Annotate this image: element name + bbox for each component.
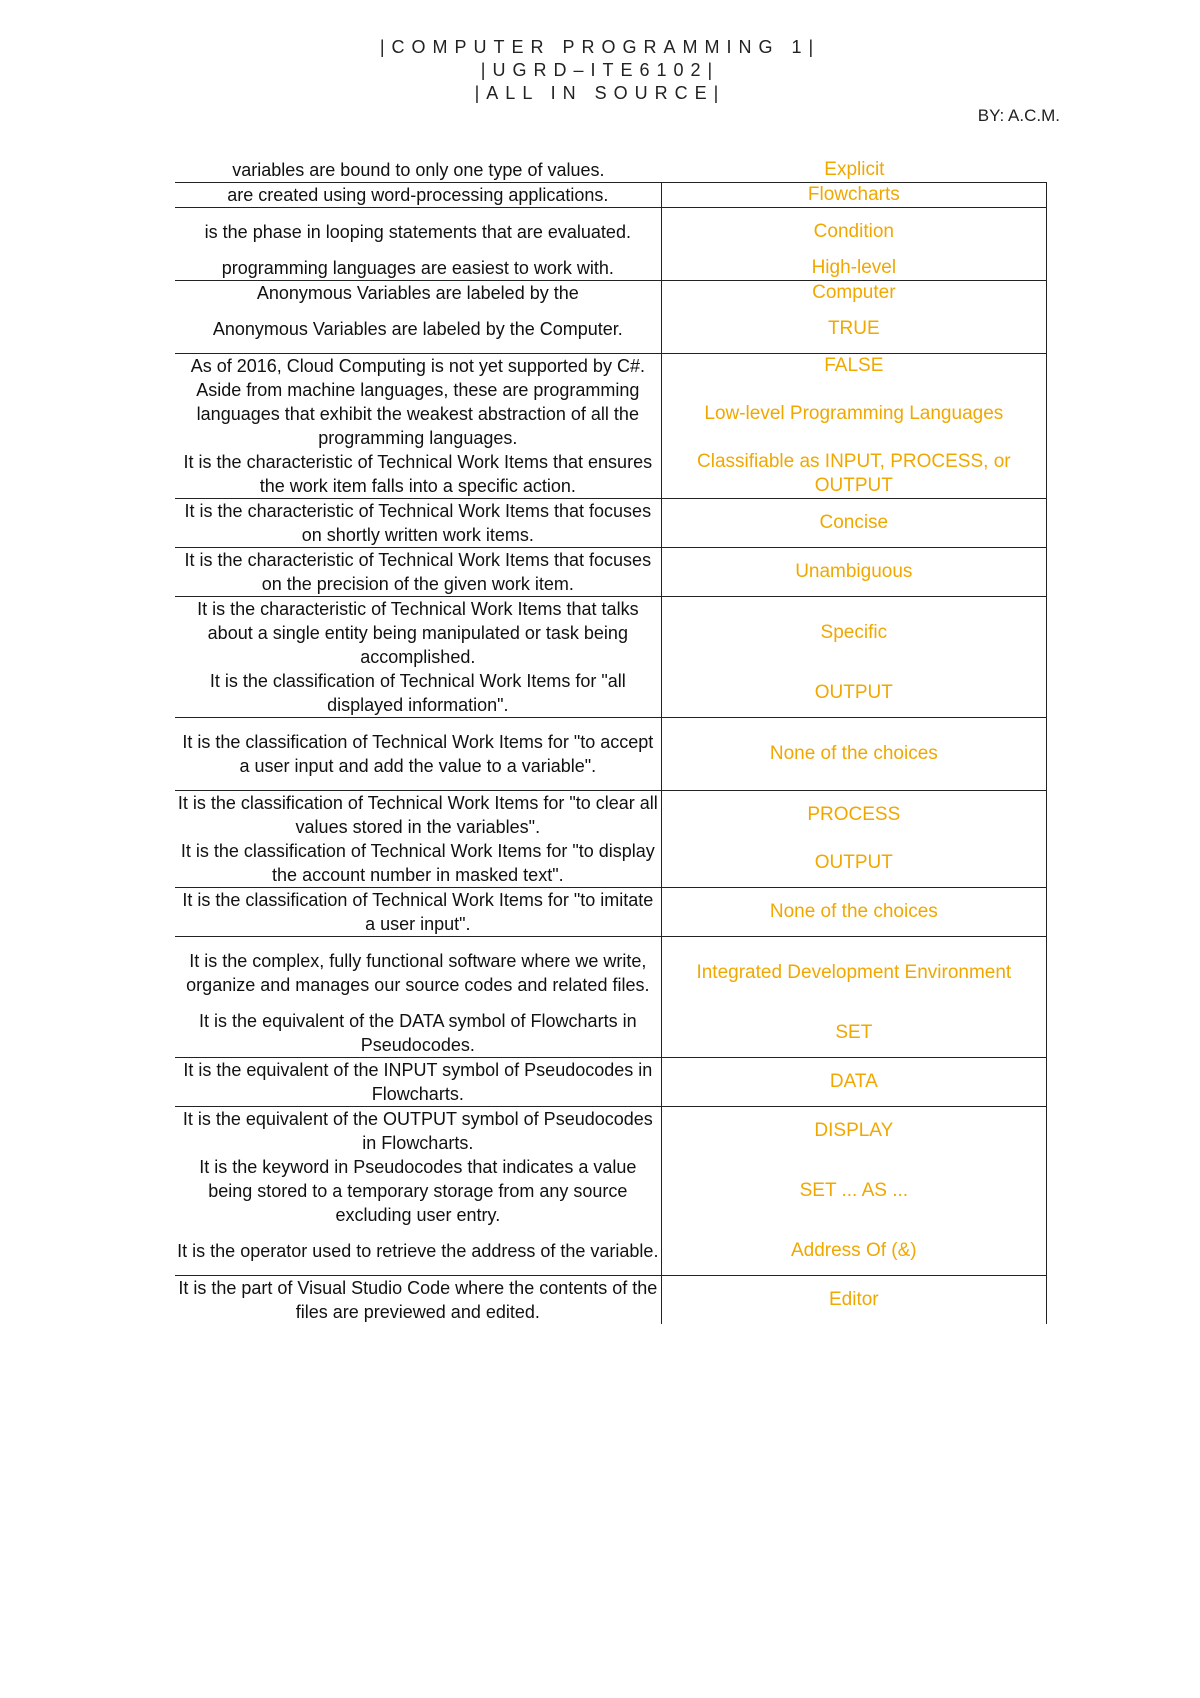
- qa-row: [175, 305, 1047, 353]
- answer-text: Explicit: [824, 159, 885, 180]
- qa-row: [175, 378, 1047, 450]
- question-text: It is the classification of Technical Work Items for "to clear all values stored in the variables".: [177, 793, 658, 837]
- answer-text: Address Of (&): [661, 1227, 1047, 1275]
- question-text: It is the equivalent of the INPUT symbol of Pseudocodes in Flowcharts.: [183, 1060, 653, 1104]
- qa-row: [175, 182, 1047, 207]
- qa-row: [175, 353, 1047, 378]
- question-text: Anonymous Variables are labeled by the Computer.: [212, 319, 623, 339]
- answer-text: FALSE: [661, 354, 1047, 378]
- qa-row: [175, 717, 1047, 790]
- answer-text: DISPLAY: [661, 1107, 1047, 1155]
- question-text: variables are bound to only one type of values.: [232, 160, 605, 180]
- course-title: |COMPUTER PROGRAMMING 1|: [379, 37, 821, 57]
- answer-text: None of the choices: [661, 888, 1047, 936]
- question-text: It is the operator used to retrieve the address of the variable.: [177, 1241, 659, 1261]
- question-text: It is the equivalent of the OUTPUT symbol of Pseudocodes in Flowcharts.: [182, 1109, 653, 1153]
- answer-text: Low-level Programming Languages: [661, 378, 1047, 450]
- question-text: It is the complex, fully functional software where we write, organize and manages our source codes and related files.: [186, 951, 650, 995]
- qa-table: [175, 158, 1047, 1324]
- qa-row: [175, 1155, 1047, 1227]
- qa-row: [175, 280, 1047, 305]
- answer-text: Condition: [661, 208, 1047, 256]
- answer-text: Computer: [661, 281, 1047, 305]
- qa-row: [175, 1106, 1047, 1155]
- qa-row: [175, 207, 1047, 256]
- course-code: |UGRD–ITE6102|: [480, 60, 720, 80]
- author-byline: BY: A.C.M.: [977, 106, 1060, 125]
- answer-text: OUTPUT: [661, 839, 1047, 887]
- question-text: are created using word-processing applications.: [227, 185, 609, 205]
- qa-row: [175, 1057, 1047, 1106]
- question-text: programming languages are easiest to work with.: [221, 258, 614, 278]
- qa-row: [175, 1227, 1047, 1275]
- question-text: It is the characteristic of Technical Work Items that focuses on shortly written work items.: [184, 501, 652, 545]
- question-text: It is the equivalent of the DATA symbol of Flowcharts in Pseudocodes.: [199, 1011, 637, 1055]
- answer-text: Editor: [661, 1276, 1047, 1324]
- answer-text: Specific: [661, 597, 1047, 669]
- document-header: [0, 36, 1200, 105]
- answer-text: SET: [661, 1009, 1047, 1057]
- question-text: It is the part of Visual Studio Code where the contents of the files are previewed and edited.: [178, 1278, 658, 1322]
- answer-text: Classifiable as INPUT, PROCESS, or OUTPUT: [661, 450, 1047, 498]
- qa-row: [175, 790, 1047, 839]
- question-text: Anonymous Variables are labeled by the: [256, 283, 579, 303]
- qa-row: [175, 1275, 1047, 1324]
- question-text: It is the classification of Technical Work Items for "to display the account number in masked text".: [180, 841, 655, 885]
- question-text: Aside from machine languages, these are programming languages that exhibit the weakest abstraction of all the programming languages.: [196, 380, 640, 448]
- question-text: It is the classification of Technical Work Items for "to imitate a user input".: [182, 890, 654, 934]
- answer-text: Integrated Development Environment: [661, 937, 1047, 1009]
- answer-text: None of the choices: [661, 718, 1047, 790]
- qa-row: [175, 936, 1047, 1009]
- qa-row: [175, 256, 1047, 280]
- qa-row: [175, 547, 1047, 596]
- answer-text: TRUE: [661, 305, 1047, 353]
- answer-text: Concise: [661, 499, 1047, 547]
- qa-row: [175, 498, 1047, 547]
- answer-text: High-level: [661, 256, 1047, 280]
- answer-text: DATA: [661, 1058, 1047, 1106]
- question-text: is the phase in looping statements that are evaluated.: [204, 222, 631, 242]
- answer-text: SET ... AS ...: [661, 1155, 1047, 1227]
- answer-text: OUTPUT: [661, 669, 1047, 717]
- qa-row: [175, 450, 1047, 498]
- qa-row: [175, 887, 1047, 936]
- question-text: It is the keyword in Pseudocodes that indicates a value being stored to a temporary storage from any source excluding user entry.: [199, 1157, 637, 1225]
- question-text: It is the classification of Technical Work Items for "all displayed information".: [209, 671, 626, 715]
- question-text: It is the characteristic of Technical Work Items that talks about a single entity being manipulated or task being accomplished.: [197, 599, 639, 667]
- question-text: As of 2016, Cloud Computing is not yet supported by C#.: [190, 356, 645, 376]
- question-text: It is the characteristic of Technical Work Items that focuses on the precision of the given work item.: [184, 550, 652, 594]
- question-text: It is the classification of Technical Work Items for "to accept a user input and add the value to a variable".: [182, 732, 654, 776]
- answer-text: Unambiguous: [661, 548, 1047, 596]
- answer-text: Flowcharts: [661, 183, 1047, 207]
- qa-row: [175, 839, 1047, 887]
- qa-row: [175, 158, 1047, 182]
- question-text: It is the characteristic of Technical Work Items that ensures the work item falls into a specific action.: [183, 452, 653, 496]
- answer-text: PROCESS: [661, 791, 1047, 839]
- qa-row: [175, 669, 1047, 717]
- qa-row: [175, 596, 1047, 669]
- qa-row: [175, 1009, 1047, 1057]
- source-label: |ALL IN SOURCE|: [474, 83, 726, 103]
